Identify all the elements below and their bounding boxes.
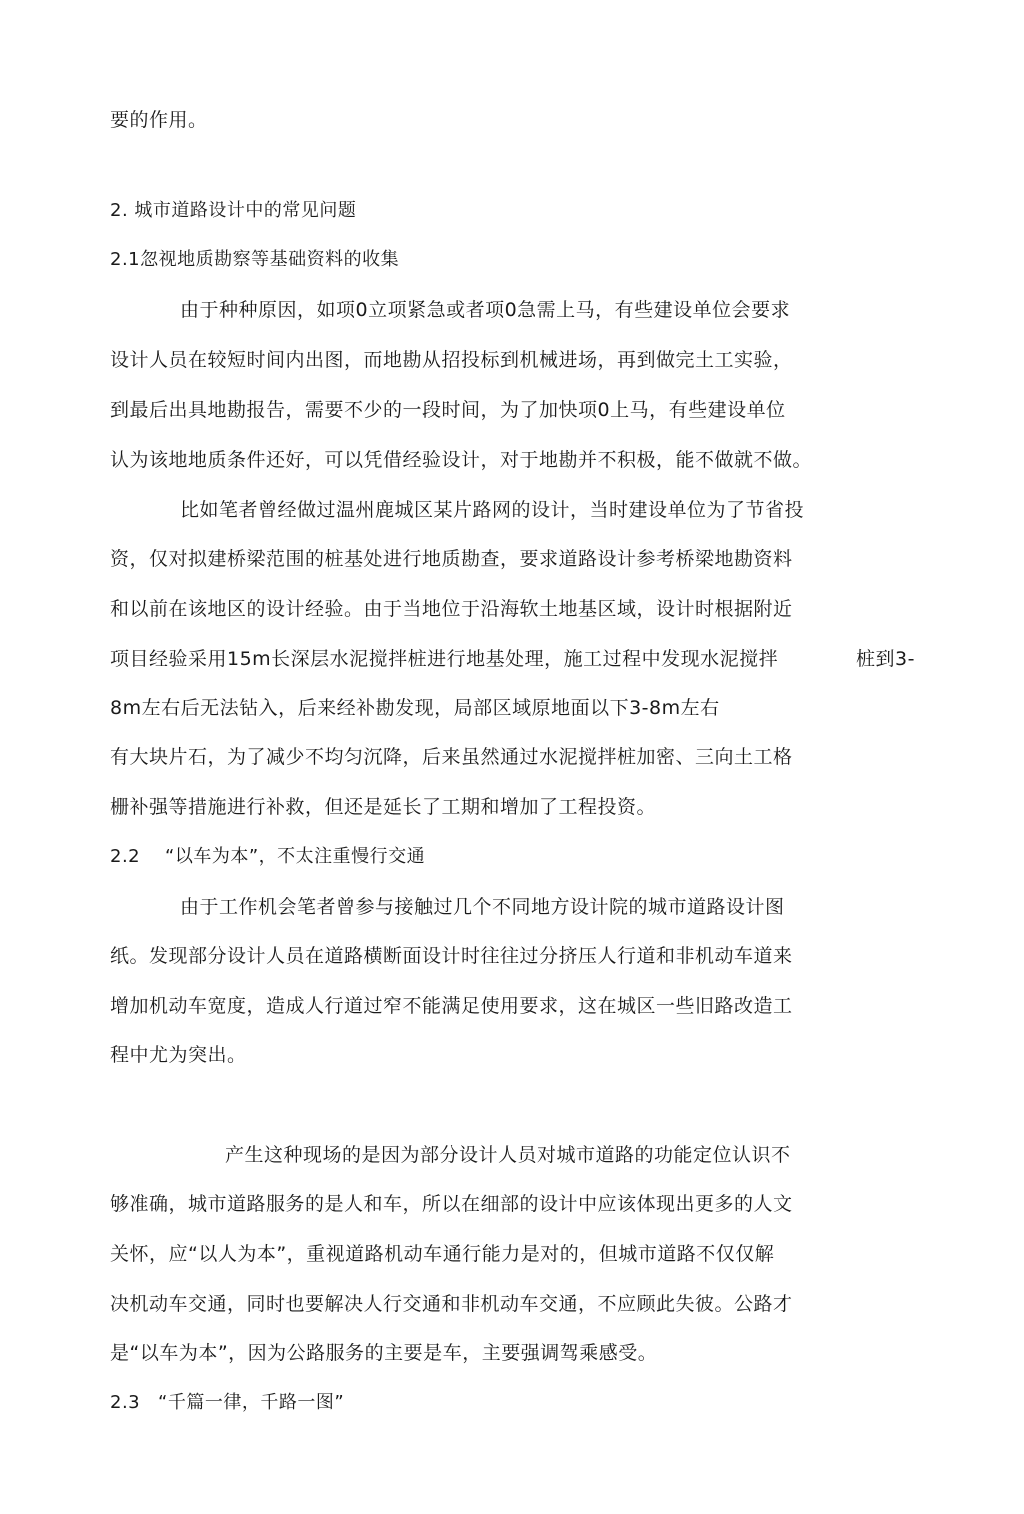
subsection-number: 2.3 [110,1392,141,1413]
paragraph-line: 栅补强等措施进行补救，但还是延长了工期和增加了工程投资。 [110,796,657,818]
paragraph-line: 纸。发现部分设计人员在道路横断面设计时往往过分挤压人行道和非机动车道来 [110,945,793,967]
paragraph-line: 项目经验采用15m长深层水泥搅拌桩进行地基处理，施工过程中发现水泥搅拌 [110,648,779,670]
subsection-heading: “以车为本”，不太注重慢行交通 [165,846,426,867]
subsection-heading: “千篇一律，千路一图” [158,1392,345,1413]
paragraph-line: 产生这种现场的是因为部分设计人员对城市道路的功能定位认识不 [225,1144,791,1166]
paragraph-line: 资，仅对拟建桥梁范围的桩基处进行地质勘查，要求道路设计参考桥梁地勘资料 [110,548,793,570]
paragraph-line: 桩到3- [856,648,915,670]
paragraph-line: 是“以车为本”，因为公路服务的主要是车，主要强调驾乘感受。 [110,1342,658,1364]
paragraph-line: 认为该地地质条件还好，可以凭借经验设计，对于地勘并不积极，能不做就不做。 [110,449,813,471]
paragraph-line: 设计人员在较短时间内出图，而地勘从招投标到机械进场，再到做完土工实验， [110,349,793,371]
section-heading: 2. 城市道路设计中的常见问题 [110,200,357,221]
paragraph-line: 由于种种原因，如项0立项紧急或者项0急需上马，有些建设单位会要求 [180,299,791,321]
paragraph-line: 有大块片石，为了减少不均匀沉降，后来虽然通过水泥搅拌桩加密、三向土工格 [110,746,793,768]
paragraph-line: 程中尤为突出。 [110,1044,247,1066]
paragraph-line: 要的作用。 [110,109,208,131]
subsection-heading: 2.1忽视地质勘察等基础资料的收集 [110,249,400,270]
paragraph-line: 8m左右后无法钻入，后来经补勘发现，局部区域原地面以下3-8m左右 [110,697,720,719]
paragraph-line: 和以前在该地区的设计经验。由于当地位于沿海软土地基区域，设计时根据附近 [110,598,793,620]
paragraph-line: 关怀，应“以人为本”，重视道路机动车通行能力是对的，但城市道路不仅仅解 [110,1243,775,1265]
paragraph-line: 够准确，城市道路服务的是人和车，所以在细部的设计中应该体现出更多的人文 [110,1193,793,1215]
paragraph-line: 增加机动车宽度，造成人行道过窄不能满足使用要求，这在城区一些旧路改造工 [110,995,793,1017]
paragraph-line: 由于工作机会笔者曾参与接触过几个不同地方设计院的城市道路设计图 [180,896,785,918]
subsection-number: 2.2 [110,846,141,867]
paragraph-line: 到最后出具地勘报告，需要不少的一段时间，为了加快项0上马，有些建设单位 [110,399,786,421]
paragraph-line: 比如笔者曾经做过温州鹿城区某片路网的设计，当时建设单位为了节省投 [180,499,805,521]
paragraph-line: 决机动车交通，同时也要解决人行交通和非机动车交通，不应顾此失彼。公路才 [110,1293,793,1315]
